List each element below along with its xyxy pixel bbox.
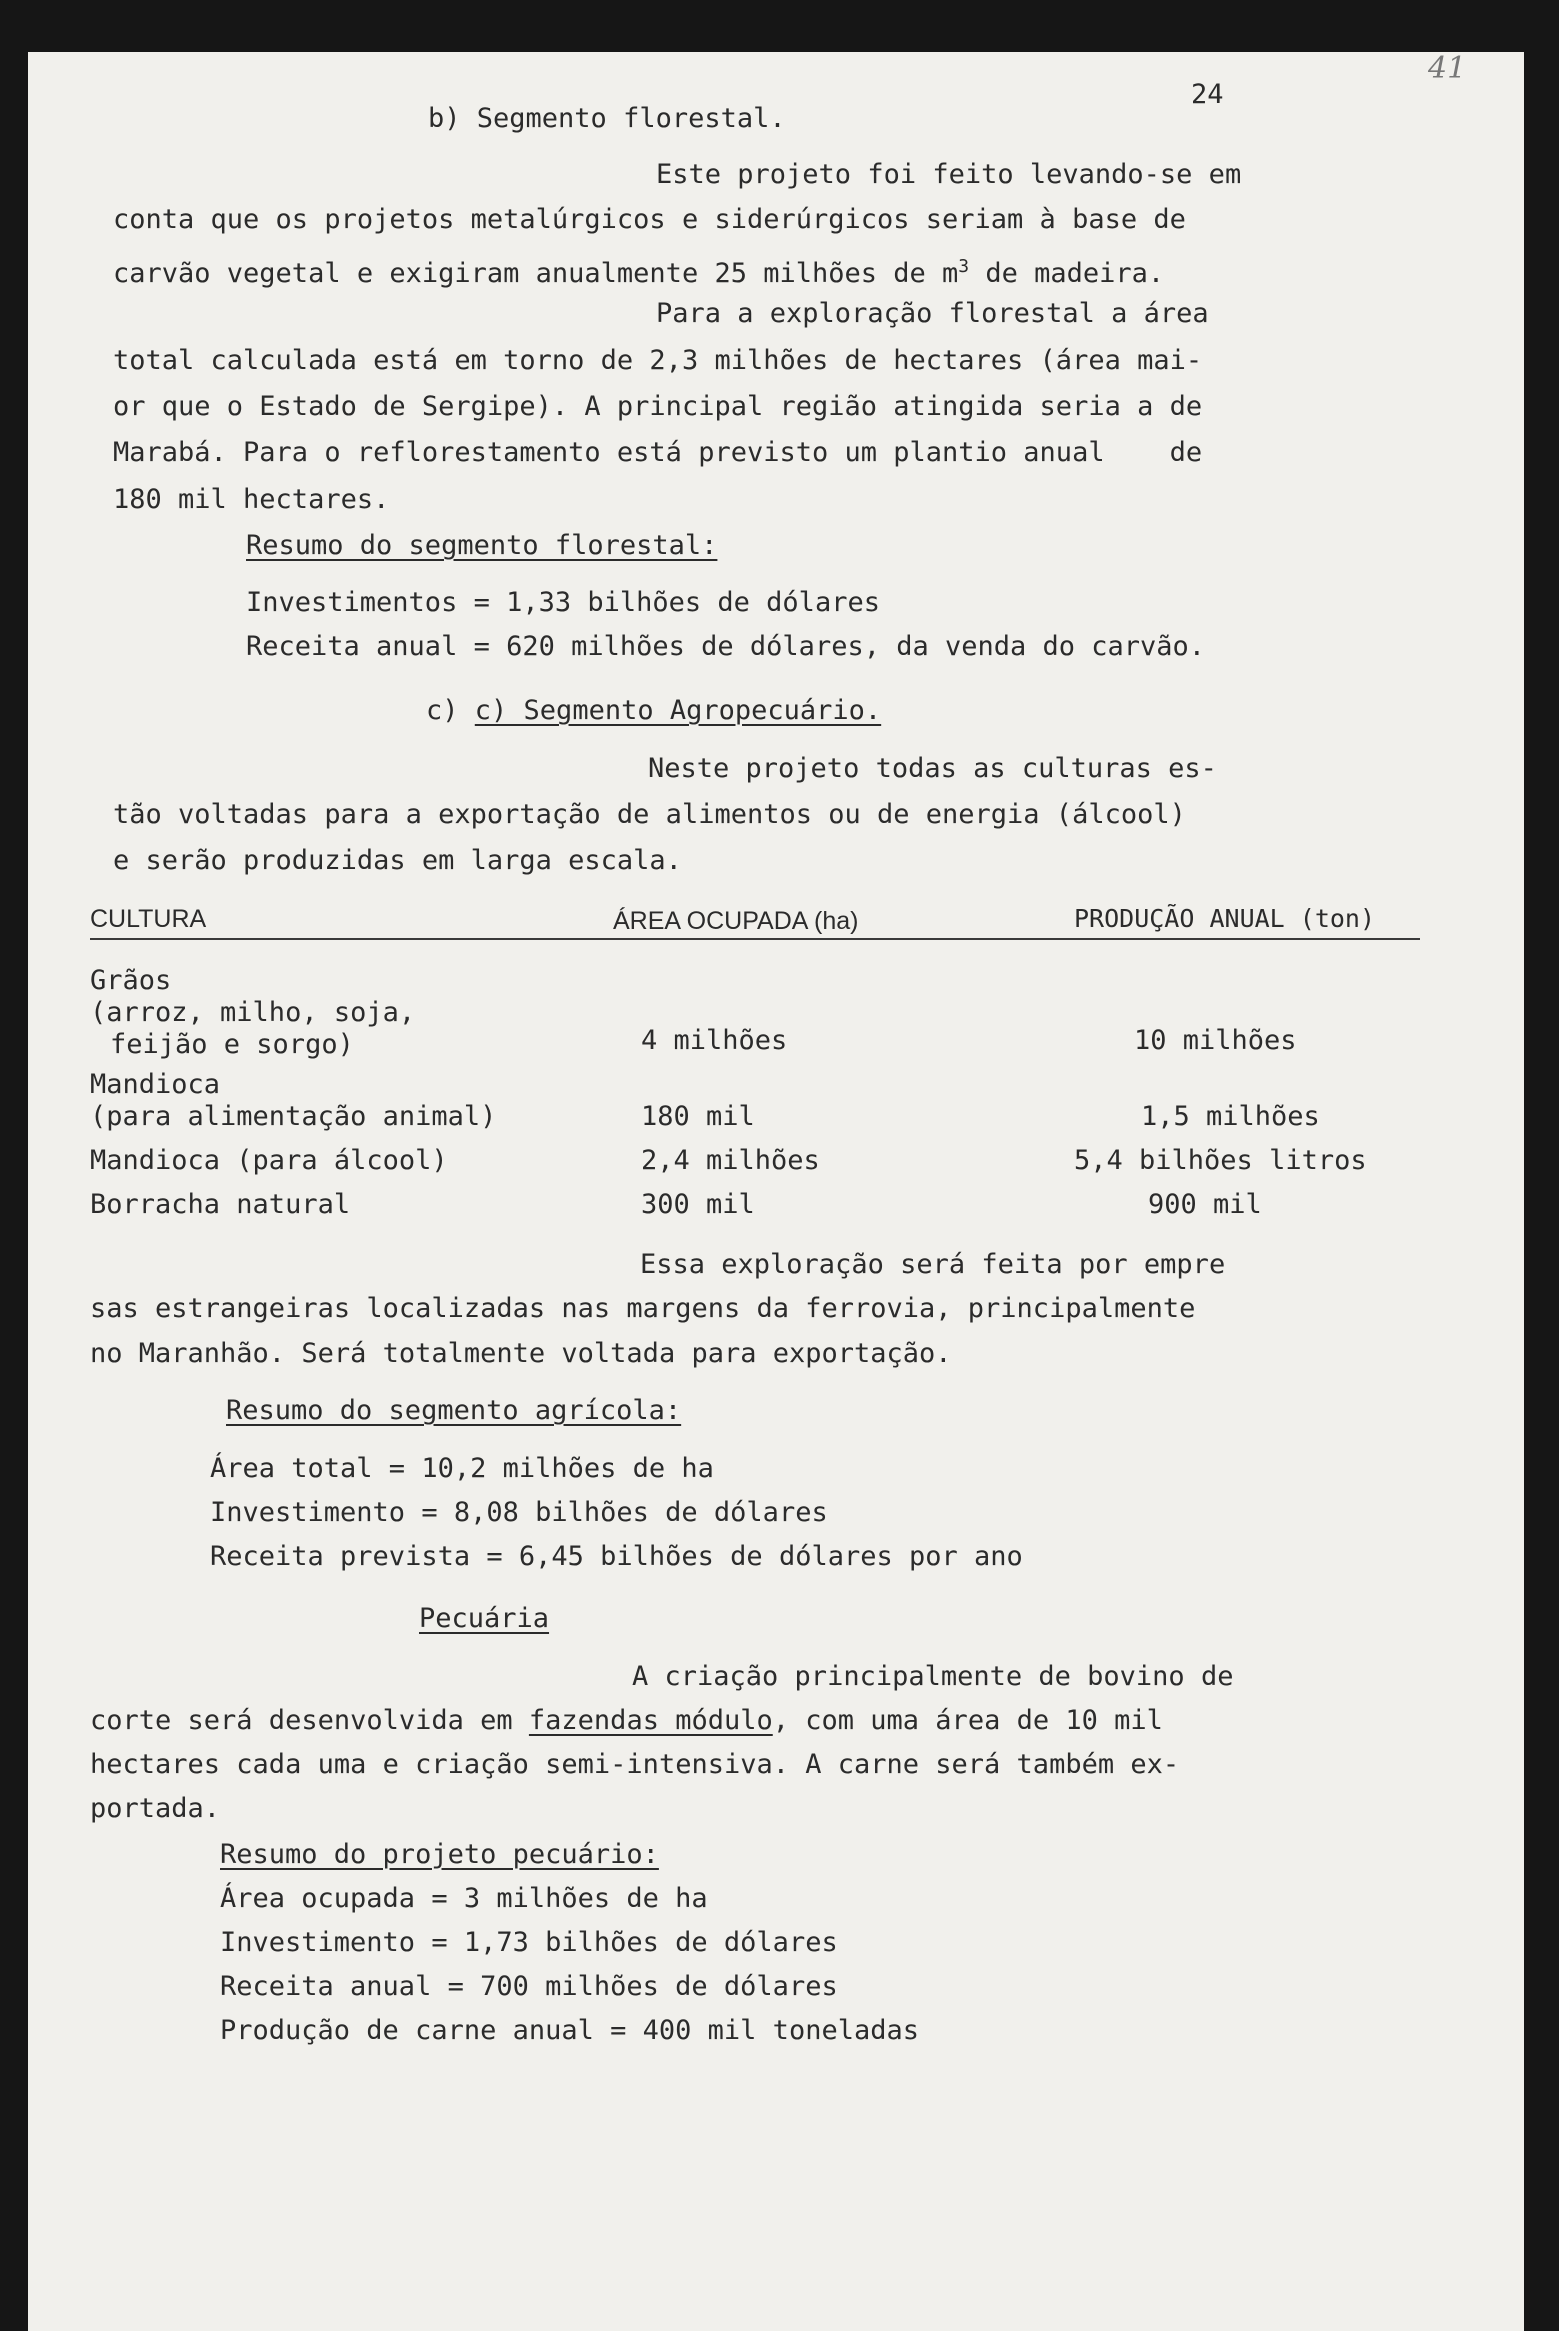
table-cell-cultura: Mandioca: [90, 1069, 221, 1100]
summary-line: Investimento = 8,08 bilhões de dólares: [210, 1497, 828, 1528]
table-header-producao: PRODUÇÃO ANUAL (ton): [1074, 904, 1376, 933]
summary-line: Receita anual = 700 milhões de dólares: [220, 1971, 838, 2002]
table-cell-producao: 10 milhões: [1134, 1025, 1297, 1056]
summary-line: Área ocupada = 3 milhões de ha: [220, 1883, 708, 1914]
paragraph-line: Este projeto foi feito levando-se em: [656, 159, 1242, 190]
summary-line: Investimento = 1,73 bilhões de dólares: [220, 1927, 838, 1958]
paragraph-line: sas estrangeiras localizadas nas margens da ferrovia, principalmente: [90, 1293, 1196, 1324]
table-header-cultura: CULTURA: [90, 905, 207, 933]
paragraph-line: Essa exploração será feita por empre: [640, 1249, 1226, 1280]
table-cell-producao: 1,5 milhões: [1141, 1101, 1320, 1132]
fazendas-modulo-term: fazendas módulo: [528, 1705, 773, 1736]
summary-line: Receita prevista = 6,45 bilhões de dólares por ano: [210, 1541, 1023, 1572]
summary-title-florestal: Resumo do segmento florestal:: [246, 530, 718, 561]
section-heading-agro: c) c) Segmento Agropecuário.: [426, 695, 882, 726]
summary-title-pecuario: Resumo do projeto pecuário:: [220, 1839, 659, 1870]
table-cell-area: 2,4 milhões: [641, 1145, 820, 1176]
paragraph-line: tão voltadas para a exportação de alimentos ou de energia (álcool): [113, 799, 1186, 830]
table-cell-area: 4 milhões: [641, 1025, 788, 1056]
document-page: [28, 52, 1524, 2331]
section-heading-florestal: b) Segmento florestal.: [428, 103, 786, 134]
paragraph-line: no Maranhão. Será totalmente voltada para exportação.: [90, 1338, 952, 1369]
paragraph-line: or que o Estado de Sergipe). A principal região atingida seria a de: [113, 391, 1203, 422]
paragraph-line: e serão produzidas em larga escala.: [113, 845, 682, 876]
table-header-rule: [90, 938, 1420, 940]
paragraph-line: 180 mil hectares.: [113, 484, 390, 515]
section-heading-pecuaria: Pecuária: [419, 1603, 550, 1634]
page-number: 24: [1191, 79, 1224, 110]
table-cell-producao: 5,4 bilhões litros: [1074, 1145, 1367, 1176]
table-cell-cultura: feijão e sorgo): [110, 1029, 354, 1060]
superscript-3: 3: [958, 256, 970, 277]
table-cell-cultura: (arroz, milho, soja,: [90, 997, 416, 1028]
table-cell-cultura: Mandioca (para álcool): [90, 1145, 448, 1176]
paragraph-line: conta que os projetos metalúrgicos e siderúrgicos seriam à base de: [113, 204, 1186, 235]
table-cell-producao: 900 mil: [1148, 1189, 1262, 1220]
table-cell-cultura: Grãos: [90, 965, 172, 996]
paragraph-line: Neste projeto todas as culturas es-: [648, 753, 1217, 784]
table-cell-area: 300 mil: [641, 1189, 755, 1220]
paragraph-line: portada.: [90, 1793, 221, 1824]
summary-title-agricola: Resumo do segmento agrícola:: [226, 1395, 682, 1426]
paragraph-line: Para a exploração florestal a área: [656, 298, 1209, 329]
paragraph-line: Marabá. Para o reflorestamento está previsto um plantio anual de: [113, 437, 1203, 468]
table-cell-area: 180 mil: [641, 1101, 755, 1132]
summary-line: Receita anual = 620 milhões de dólares, da venda do carvão.: [246, 631, 1206, 662]
summary-line: Área total = 10,2 milhões de ha: [210, 1453, 714, 1484]
paragraph-line: carvão vegetal e exigiram anualmente 25 milhões de $m^3$ de madeira.: [113, 256, 1165, 289]
paragraph-line: hectares cada uma e criação semi-intensiva. A carne será também ex-: [90, 1749, 1180, 1780]
table-cell-cultura: Borracha natural: [90, 1189, 351, 1220]
table-header-area: ÁREA OCUPADA (ha): [613, 907, 859, 935]
paragraph-line: corte será desenvolvida em fazendas módulo, com uma área de 10 mil: [90, 1705, 1163, 1736]
summary-line: Investimentos = 1,33 bilhões de dólares: [246, 587, 880, 618]
handwritten-page-number: 41: [1428, 51, 1467, 86]
paragraph-line: A criação principalmente de bovino de: [632, 1661, 1234, 1692]
paragraph-line: total calculada está em torno de 2,3 milhões de hectares (área mai-: [113, 345, 1203, 376]
table-cell-cultura: (para alimentação animal): [90, 1101, 497, 1132]
summary-line: Produção de carne anual = 400 mil toneladas: [220, 2015, 919, 2046]
